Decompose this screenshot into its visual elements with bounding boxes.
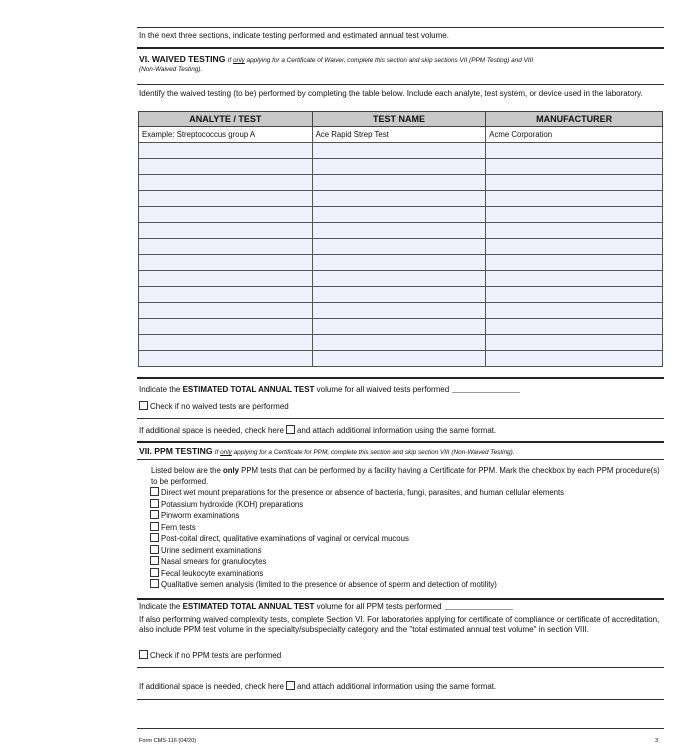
ppm-procedure-checkbox[interactable] — [150, 510, 159, 519]
ppm-procedure-label: Pinworm examinations — [161, 511, 240, 520]
test-name-cell[interactable] — [312, 143, 486, 159]
column-header-test-name: TEST NAME — [312, 112, 486, 127]
divider — [137, 418, 664, 419]
example-manufacturer: Acme Corporation — [486, 127, 663, 143]
manufacturer-cell[interactable] — [486, 287, 663, 303]
ppm-additional-space-checkbox[interactable] — [286, 681, 295, 690]
analyte-cell[interactable] — [139, 271, 313, 287]
column-header-manufacturer: MANUFACTURER — [486, 112, 663, 127]
table-row — [139, 255, 663, 271]
divider — [137, 598, 664, 600]
ppm-procedure-item — [150, 499, 665, 511]
table-row — [139, 223, 663, 239]
test-name-cell[interactable] — [312, 159, 486, 175]
ppm-procedure-checkbox[interactable] — [150, 545, 159, 554]
table-row — [139, 303, 663, 319]
manufacturer-cell[interactable] — [486, 191, 663, 207]
analyte-cell[interactable] — [139, 319, 313, 335]
ppm-procedure-list — [150, 466, 665, 591]
ppm-procedure-item — [150, 568, 665, 580]
waived-volume-field[interactable] — [452, 385, 520, 393]
divider — [137, 27, 664, 28]
waived-additional-space-checkbox[interactable] — [286, 425, 295, 434]
table-row — [139, 175, 663, 191]
ppm-procedure-label: Fern tests — [161, 522, 196, 532]
test-name-cell[interactable] — [312, 287, 486, 303]
ppm-additional-space: If additional space is needed, check here and attach additional information using the same format. — [139, 682, 497, 691]
manufacturer-cell[interactable] — [486, 143, 663, 159]
test-name-cell[interactable] — [312, 351, 486, 367]
ppm-procedure-label: Fecal leukocyte examinations — [161, 568, 264, 578]
divider — [137, 84, 664, 85]
intro-text: In the next three sections, indicate testing performed and estimated annual test volume. — [139, 31, 449, 40]
divider — [137, 667, 664, 668]
manufacturer-cell[interactable] — [486, 239, 663, 255]
test-name-cell[interactable] — [312, 207, 486, 223]
table-row — [139, 143, 663, 159]
waived-volume-line: Indicate the ESTIMATED TOTAL ANNUAL TEST volume for all waived tests performed — [139, 385, 520, 395]
example-analyte: Example: Streptococcus group A — [139, 127, 313, 143]
waived-additional-space: If additional space is needed, check here and attach additional information using the same format. — [139, 426, 497, 435]
divider — [137, 47, 664, 49]
ppm-procedure-checkbox[interactable] — [150, 556, 159, 565]
divider — [137, 377, 664, 379]
manufacturer-cell[interactable] — [486, 223, 663, 239]
waived-section-title: VI. WAIVED TESTING — [139, 54, 226, 64]
ppm-procedure-item — [150, 556, 665, 568]
ppm-volume-field[interactable] — [445, 602, 513, 610]
ppm-procedure-checkbox[interactable] — [150, 579, 159, 588]
ppm-volume-line: Indicate the ESTIMATED TOTAL ANNUAL TEST volume for all PPM tests performed — [139, 602, 513, 612]
table-row — [139, 335, 663, 351]
ppm-also-text: If also performing waived complexity tests, complete Section VI. For laboratories applying for certificate of compliance or certificate of accreditation, also include PPM test volume in the specialty/subspecialty category and the "total estimated annual test volume" in section VIII. — [139, 615, 660, 634]
ppm-procedure-item — [150, 579, 665, 591]
ppm-procedure-item — [150, 522, 665, 534]
ppm-procedure-label: Nasal smears for granulocytes — [161, 557, 267, 566]
test-name-cell[interactable] — [312, 191, 486, 207]
table-row — [139, 287, 663, 303]
no-ppm-option — [139, 650, 281, 661]
analyte-cell[interactable] — [139, 351, 313, 367]
no-waived-checkbox[interactable] — [139, 401, 148, 410]
ppm-procedure-label: Qualitative semen analysis (limited to the presence or absence of sperm and detection of motility) — [161, 580, 497, 589]
ppm-procedure-checkbox[interactable] — [150, 533, 159, 542]
test-name-cell[interactable] — [312, 223, 486, 239]
test-name-cell[interactable] — [312, 319, 486, 335]
test-name-cell[interactable] — [312, 271, 486, 287]
manufacturer-cell[interactable] — [486, 207, 663, 223]
manufacturer-cell[interactable] — [486, 351, 663, 367]
ppm-procedure-label: Potassium hydroxide (KOH) preparations — [161, 499, 304, 509]
table-row — [139, 351, 663, 367]
analyte-cell[interactable] — [139, 335, 313, 351]
manufacturer-cell[interactable] — [486, 159, 663, 175]
no-waived-label: Check if no waived tests are performed — [150, 402, 289, 411]
no-waived-option — [139, 401, 289, 412]
table-row — [139, 319, 663, 335]
table-row — [139, 191, 663, 207]
analyte-cell[interactable] — [139, 255, 313, 271]
no-ppm-label: Check if no PPM tests are performed — [150, 651, 282, 660]
manufacturer-cell[interactable] — [486, 335, 663, 351]
manufacturer-cell[interactable] — [486, 255, 663, 271]
table-row — [139, 239, 663, 255]
table-row — [139, 159, 663, 175]
column-header-analyte: ANALYTE / TEST — [139, 112, 313, 127]
divider — [137, 728, 664, 729]
test-name-cell[interactable] — [312, 303, 486, 319]
form-number: Form CMS-116 (04/20) — [139, 738, 197, 744]
ppm-intro: Listed below are the only PPM tests that can be performed by a facility having a Certificate for PPM. Mark the checkbox by each PPM procedure(s) to be performed. — [151, 466, 660, 486]
analyte-cell[interactable] — [139, 303, 313, 319]
manufacturer-cell[interactable] — [486, 175, 663, 191]
waived-section-note: If only applying for a Certificate of Waiver, complete this section and skip sections VII (PPM Testing) and VIII — [227, 57, 534, 64]
table-row-example — [139, 127, 663, 143]
analyte-cell[interactable] — [139, 239, 313, 255]
table-row — [139, 271, 663, 287]
ppm-section-note: If only applying for a Certificate for PPM, complete this section and skip section VIII (Non-Waived Testing). — [214, 449, 515, 456]
analyte-cell[interactable] — [139, 143, 313, 159]
table-row — [139, 207, 663, 223]
waived-instructions: Identify the waived testing (to be) performed by completing the table below. Include each analyte, test system, or device used in the laboratory. — [139, 89, 643, 98]
divider — [137, 459, 664, 460]
no-ppm-checkbox[interactable] — [139, 650, 148, 659]
ppm-section-heading — [139, 446, 515, 458]
ppm-procedure-checkbox[interactable] — [150, 522, 159, 531]
ppm-procedure-label: Direct wet mount preparations for the presence or absence of bacteria, fungi, parasites, and human cellular elements — [161, 488, 565, 497]
analyte-cell[interactable] — [139, 287, 313, 303]
analyte-cell[interactable] — [139, 175, 313, 191]
analyte-cell[interactable] — [139, 223, 313, 239]
test-name-cell[interactable] — [312, 335, 486, 351]
analyte-cell[interactable] — [139, 207, 313, 223]
manufacturer-cell[interactable] — [486, 271, 663, 287]
waived-testing-table — [138, 111, 663, 367]
waived-section-note-line2: (Non-Waived Testing). — [139, 66, 203, 73]
manufacturer-cell[interactable] — [486, 303, 663, 319]
ppm-procedure-label: Post-coital direct, qualitative examinations of vaginal or cervical mucous — [161, 534, 409, 543]
ppm-procedure-checkbox[interactable] — [150, 487, 159, 496]
divider — [137, 441, 664, 443]
analyte-cell[interactable] — [139, 191, 313, 207]
ppm-procedure-checkbox[interactable] — [150, 499, 159, 508]
ppm-procedure-item — [150, 487, 665, 499]
ppm-procedure-checkbox[interactable] — [150, 568, 159, 577]
ppm-procedure-item — [150, 533, 665, 545]
test-name-cell[interactable] — [312, 255, 486, 271]
divider — [137, 699, 664, 700]
test-name-cell[interactable] — [312, 175, 486, 191]
ppm-procedure-item — [150, 510, 665, 522]
manufacturer-cell[interactable] — [486, 319, 663, 335]
example-test-name: Ace Rapid Strep Test — [312, 127, 486, 143]
page-number: 3 — [655, 738, 659, 744]
ppm-procedure-label: Urine sediment examinations — [161, 545, 262, 555]
ppm-procedure-item — [150, 545, 665, 557]
analyte-cell[interactable] — [139, 159, 313, 175]
test-name-cell[interactable] — [312, 239, 486, 255]
ppm-section-title: VII. PPM TESTING — [139, 446, 213, 456]
